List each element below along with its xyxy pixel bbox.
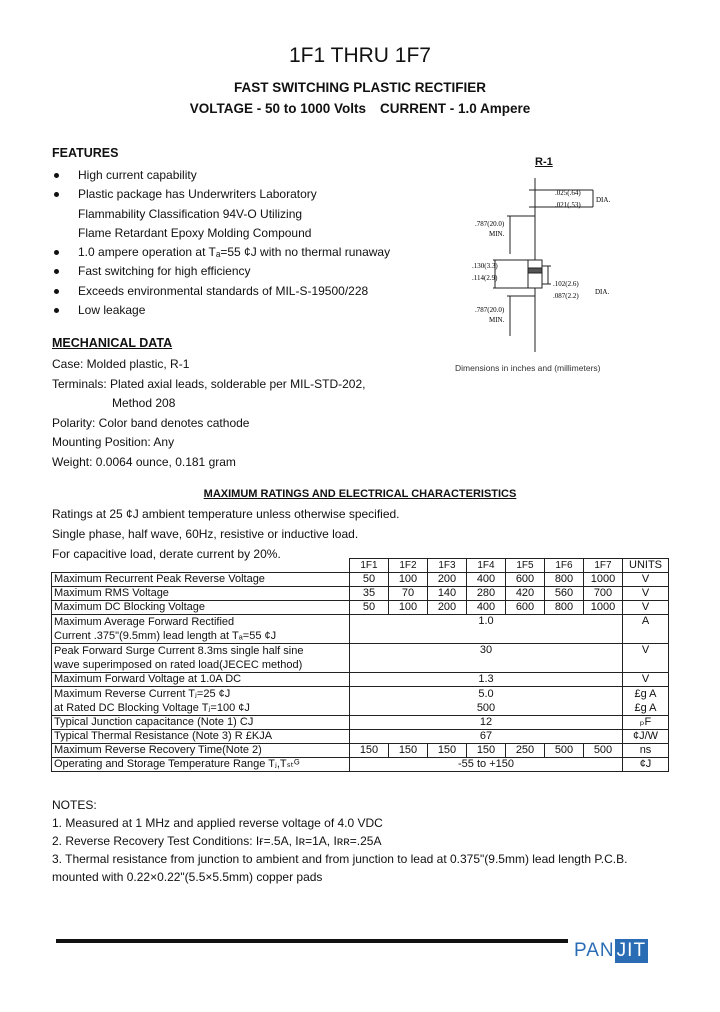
ratings-note: Single phase, half wave, 60Hz, resistive or inductive load. <box>52 527 359 541</box>
ratings-note: Ratings at 25 ¢J ambient temperature unless otherwise specified. <box>52 507 400 521</box>
body-length-min-text: .114(2.9) <box>472 274 498 282</box>
package-label: R-1 <box>535 156 553 168</box>
panjit-logo <box>574 939 648 963</box>
feature-item: High current capability <box>52 166 452 185</box>
feature-item: Exceeds environmental standards of MIL-S-19500/228 <box>52 282 452 301</box>
table-row: Maximum DC Blocking Voltage 50 100 200 400 600 800 1000 V <box>52 601 669 615</box>
diode-body <box>528 260 542 288</box>
body-dia-min-text: .087(2.2) <box>553 292 579 300</box>
feature-item: Low leakage <box>52 301 452 320</box>
table-row: Maximum Average Forward Rectified Current .375"(9.5mm) lead length at Tₐ=55 ¢J 1.0 A <box>52 615 669 644</box>
feature-item: Fast switching for high efficiency <box>52 262 452 281</box>
bottom-lead-min-text: MIN. <box>489 316 505 324</box>
bullet-icon <box>54 250 59 255</box>
body-dia-max-text: .102(2.6) <box>553 280 579 288</box>
mechanical-list <box>52 355 365 472</box>
header-blank <box>52 559 350 573</box>
bullet-icon <box>54 308 59 313</box>
table-row: Peak Forward Surge Current 8.3ms single half sine wave superimposed on rated load(JECEC method) 30 V <box>52 644 669 673</box>
note-line: 1. Measured at 1 MHz and applied reverse voltage of 4.0 VDC <box>52 816 383 830</box>
top-lead-length-text: .787(20.0) <box>475 220 505 228</box>
voltage-current-line <box>0 101 720 116</box>
footer-rule <box>56 939 568 943</box>
ratings-conditions <box>52 504 400 564</box>
notes-heading: NOTES: <box>52 798 97 812</box>
lead-dia-min-text: .021(.53) <box>555 201 581 209</box>
header-cell: 1F7 <box>584 559 623 573</box>
header-cell: 1F2 <box>389 559 428 573</box>
ratings-table <box>51 558 669 772</box>
lead-dia-label-text: DIA. <box>596 196 611 204</box>
table-row: Operating and Storage Temperature Range Tⱼ,Tₛₜᴳ -55 to +150 ¢J <box>52 758 669 772</box>
ratings-note: For capacitive load, derate current by 20%. <box>52 547 281 561</box>
table-row: Maximum RMS Voltage 35 70 140 280 420 560 700 V <box>52 587 669 601</box>
body-dia-label-text: DIA. <box>595 288 610 296</box>
voltage-range: VOLTAGE - 50 to 1000 Volts <box>189 101 366 116</box>
table-row: Maximum Reverse Recovery Time(Note 2) 150 150 150 150 250 500 500 ns <box>52 744 669 758</box>
note-line: 2. Reverse Recovery Test Conditions: Iғ=.5A, Iʀ=1A, Iʀʀ=.25A <box>52 834 382 848</box>
page-title: 1F1 THRU 1F7 <box>289 44 431 67</box>
product-subtitle: FAST SWITCHING PLASTIC RECTIFIER <box>234 80 486 95</box>
mechanical-heading: MECHANICAL DATA <box>52 336 173 350</box>
bullet-icon <box>54 192 59 197</box>
header-cell: 1F6 <box>545 559 584 573</box>
feature-item: Flammability Classification 94V-O Utilizing <box>78 206 303 221</box>
mechanical-line: Terminals: Plated axial leads, solderable per MIL-STD-202, <box>52 376 366 391</box>
mechanical-line: Weight: 0.0064 ounce, 0.181 gram <box>52 454 236 469</box>
notes-section <box>52 796 627 886</box>
features-list <box>52 166 452 320</box>
bullet-icon <box>54 289 59 294</box>
logo-text-right: JIT <box>616 940 647 961</box>
bottom-lead-length-text: .787(20.0) <box>475 306 505 314</box>
logo-text-left: PAN <box>574 940 615 961</box>
table-row: Typical Thermal Resistance (Note 3) R £KJA 67 ¢J/W <box>52 730 669 744</box>
bullet-icon <box>54 173 59 178</box>
mechanical-line: Polarity: Color band denotes cathode <box>52 415 250 430</box>
header-cell: 1F1 <box>350 559 389 573</box>
feature-item: 1.0 ampere operation at Tₐ=55 ¢J with no thermal runaway <box>52 243 452 262</box>
top-lead-min-text: MIN. <box>489 230 505 238</box>
note-line: 3. Thermal resistance from junction to ambient and from junction to lead at 0.375"(9.5mm) lead length P.C.B. <box>52 852 628 866</box>
dimension-note: Dimensions in inches and (millimeters) <box>455 363 601 373</box>
header-cell: 1F3 <box>428 559 467 573</box>
table-row: Maximum Forward Voltage at 1.0A DC 1.3 V <box>52 673 669 687</box>
features-heading: FEATURES <box>52 146 119 160</box>
mechanical-line: Mounting Position: Any <box>52 435 175 449</box>
mechanical-line: Method 208 <box>112 396 176 410</box>
note-line: mounted with 0.22×0.22"(5.5×5.5mm) copper pads <box>52 870 323 884</box>
units-header: UNITS <box>623 559 669 573</box>
header-cell: 1F5 <box>506 559 545 573</box>
body-length-max-text: .130(3.3) <box>472 262 498 270</box>
ratings-heading: MAXIMUM RATINGS AND ELECTRICAL CHARACTERISTICS <box>203 488 517 500</box>
lead-dia-max-text: .025(.64) <box>555 189 581 197</box>
feature-item: Flame Retardant Epoxy Molding Compound <box>78 225 312 240</box>
header-cell: 1F4 <box>467 559 506 573</box>
table-row: Maximum Recurrent Peak Reverse Voltage 50 100 200 400 600 800 1000 V <box>52 573 669 587</box>
table-row: Maximum Reverse Current Tⱼ=25 ¢J at Rated DC Blocking Voltage Tⱼ=100 ¢J 5.0 500 £g A £g A <box>52 687 669 716</box>
mechanical-line: Case: Molded plastic, R-1 <box>52 357 190 371</box>
table-header-row <box>52 559 669 573</box>
feature-item: Plastic package has Underwriters Laboratory <box>52 185 452 204</box>
table-row: Typical Junction capacitance (Note 1) CJ 12 ₚF <box>52 716 669 730</box>
package-dimension-diagram <box>455 176 645 356</box>
current-rating: CURRENT - 1.0 Ampere <box>380 101 531 116</box>
bullet-icon <box>54 269 59 274</box>
cathode-band <box>528 268 542 273</box>
